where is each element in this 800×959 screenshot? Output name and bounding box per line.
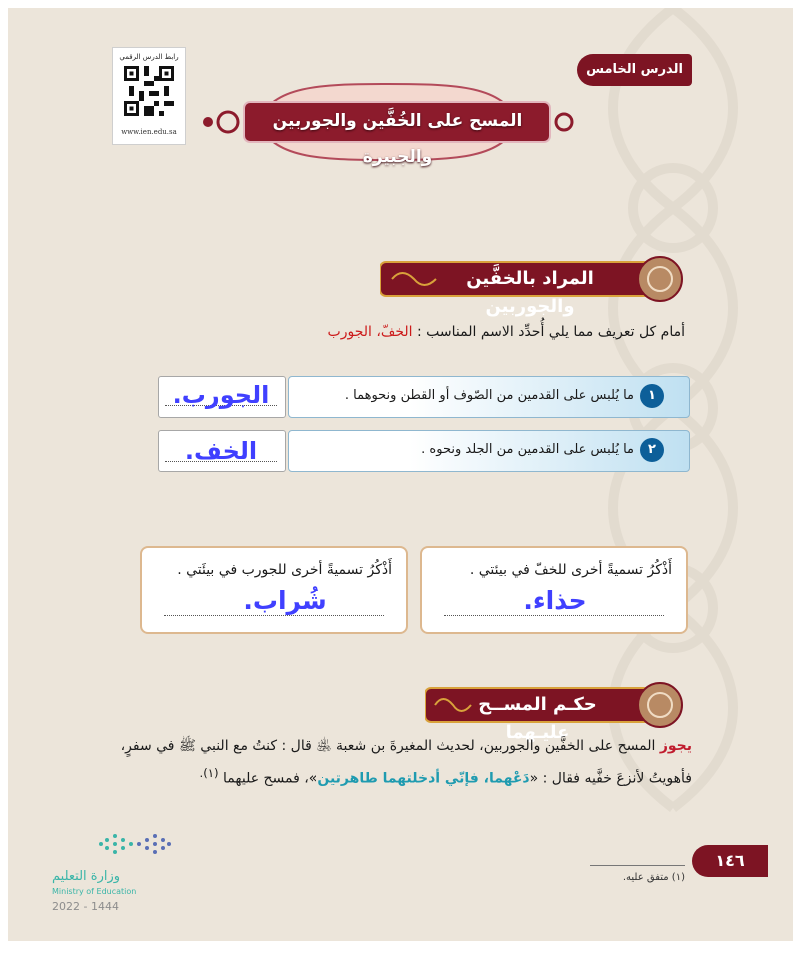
ministry-logo-icon xyxy=(95,828,175,860)
question-answer-2[interactable]: شُراب. xyxy=(243,586,327,615)
ruling-text-part-1: المسح على الخفَّين والجوربين، لحديث المغيرةَ بن شعبة ﵁ قال : كنتُ مع النبي ﷺ في سفرٍ، فأهويتُ لأنزعَ خفَّيه فقال : « xyxy=(120,738,692,787)
qr-url: www.ien.edu.sa xyxy=(121,128,177,136)
question-answer-1[interactable]: حذاء. xyxy=(523,586,587,615)
question-prompt-1: أَذْكُرُ تسميةً أخرى للخفّ في بيئتي . xyxy=(469,562,672,578)
edition-year: 2022 - 1444 xyxy=(52,900,119,913)
instruction-text xyxy=(230,324,685,340)
question-prompt-2: أَذْكُرُ تسميةً أخرى للجورب في بيئَتي . xyxy=(177,562,392,578)
answer-2: الخف. xyxy=(184,437,258,465)
section-heading-definitions: المراد بالخفَّين والجوربين xyxy=(466,268,594,317)
hadith-quote: دَعْهما، فإنّي أدخلتهما طاهرتين xyxy=(317,770,530,787)
definition-text-1: ما يُلبس على القدمين من الصّوف أو القطن ونحوهما . xyxy=(344,388,634,403)
page-margin-right xyxy=(793,0,800,959)
qr-label: رابط الدرس الرقمي xyxy=(119,53,179,61)
ministry-name-en: Ministry of Education xyxy=(52,887,137,896)
page-margin-bottom xyxy=(0,941,800,959)
section-heading-ruling: حكـم المســح عليـهما xyxy=(478,694,597,743)
ruling-keyword: يجوز xyxy=(659,738,692,754)
instruction-main: أمام كل تعريف مما يلي أُحدِّد الاسم المناسب : xyxy=(417,324,685,340)
definition-number-1: ١ xyxy=(640,384,664,408)
footnote-reference: (١). xyxy=(199,766,219,780)
ruling-text-part-2: »، فمسح عليهما xyxy=(223,770,318,787)
instruction-options: الخفّ، الجورب xyxy=(327,324,413,340)
lesson-label: الدرس الخامس xyxy=(577,54,692,86)
footnote: (١) متفق عليه. xyxy=(622,872,685,883)
definition-text-2: ما يُلبس على القدمين من الجلد ونحوه . xyxy=(421,442,634,457)
footnote-divider xyxy=(590,865,685,866)
definition-number-2: ٢ xyxy=(640,438,664,462)
page-number: ١٤٦ xyxy=(692,845,768,877)
ruling-paragraph xyxy=(100,733,692,793)
qr-code-card[interactable] xyxy=(112,47,186,145)
qr-code-icon xyxy=(124,66,174,116)
ministry-name-ar: وزارة التعليم xyxy=(52,869,121,884)
page-margin-top xyxy=(0,0,800,8)
lesson-title: المسح على الخُفَّين والجوربين والجبيرة xyxy=(272,111,523,167)
answer-1: الجورب. xyxy=(172,381,270,409)
page-margin-left xyxy=(0,0,8,959)
